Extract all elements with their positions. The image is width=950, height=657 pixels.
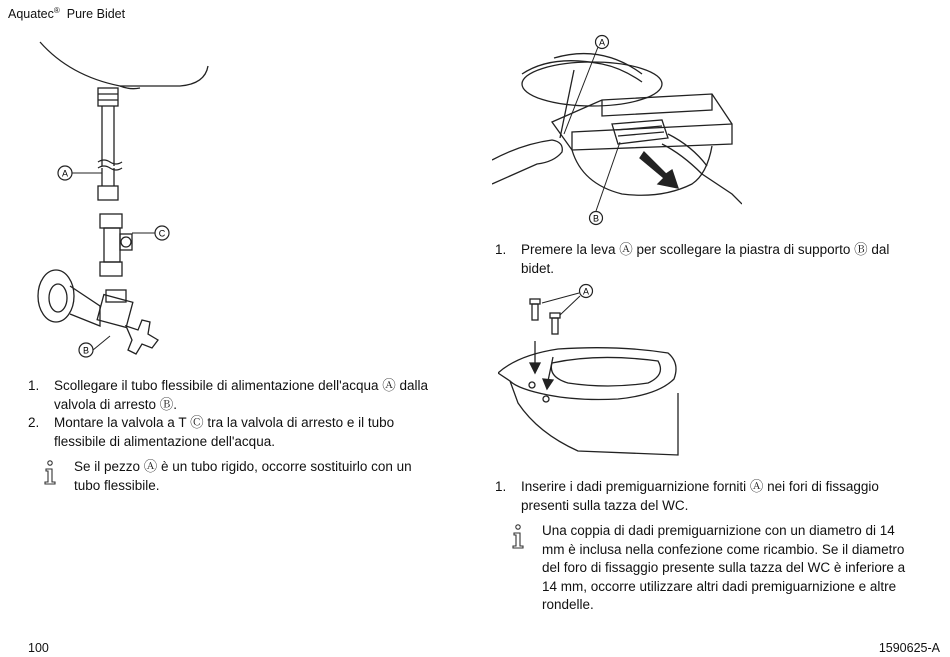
- left-step-2: [28, 414, 448, 451]
- step-number: 1.: [495, 242, 507, 257]
- info-icon: [42, 460, 58, 486]
- right-step-2-block: [495, 478, 915, 515]
- step-number: 1.: [28, 378, 40, 393]
- step-number: 2.: [28, 415, 40, 430]
- right-info-note: [502, 522, 920, 615]
- left-info-note: [34, 458, 434, 495]
- left-steps: [28, 377, 448, 451]
- callout-a-label: A: [61, 168, 69, 179]
- note-text: Una coppia di dadi premiguarnizione con un diametro di 14 mm è inclusa nella confezione come ricambio. Se il diametro del foro di fissaggio presente sulla tazza del WC è inferiore a 14 mm, occorre utilizzare altri dadi premiguarnizione e altre rondelle.: [542, 523, 906, 612]
- product-name: Pure Bidet: [66, 7, 126, 22]
- step-text: Premere la leva Ⓐ per scollegare la piastra di supporto Ⓑ dal bidet.: [521, 242, 890, 276]
- step-text: Scollegare il tubo flessibile di alimentazione dell'acqua Ⓐ dalla valvola di arresto Ⓑ.: [54, 378, 429, 412]
- callout-b-label: B: [82, 345, 90, 356]
- step-number: 1.: [495, 479, 507, 494]
- right-step-2: [495, 478, 915, 515]
- callout-c-label: C: [158, 228, 166, 239]
- note-text: Se il pezzo Ⓐ è un tubo rigido, occorre sostituirlo con un tubo flessibile.: [74, 459, 412, 493]
- right-step-1: [495, 241, 915, 278]
- registered-mark: ®: [53, 6, 60, 15]
- right-figure-support-plate: [492, 34, 742, 229]
- brand-name: Aquatec: [8, 7, 54, 22]
- right-figure-gasket-nuts: [498, 283, 688, 463]
- info-icon: [510, 524, 526, 550]
- callout-b-label: B: [592, 213, 600, 224]
- callout-a-label: A: [598, 37, 606, 48]
- right-step-1-block: [495, 241, 915, 278]
- left-step-1: [28, 377, 448, 414]
- page-number: 100: [28, 641, 49, 655]
- page-header: [8, 6, 125, 21]
- step-text: Inserire i dadi premiguarnizione forniti Ⓐ nei fori di fissaggio presenti sulla tazza del WC.: [521, 479, 879, 513]
- callout-a-label: A: [582, 286, 590, 297]
- left-figure-valve-diagram: [30, 36, 210, 366]
- step-text: Montare la valvola a T Ⓒ tra la valvola di arresto e il tubo flessibile di alimentazione dell'acqua.: [54, 415, 395, 449]
- document-code: 1590625-A: [878, 641, 940, 655]
